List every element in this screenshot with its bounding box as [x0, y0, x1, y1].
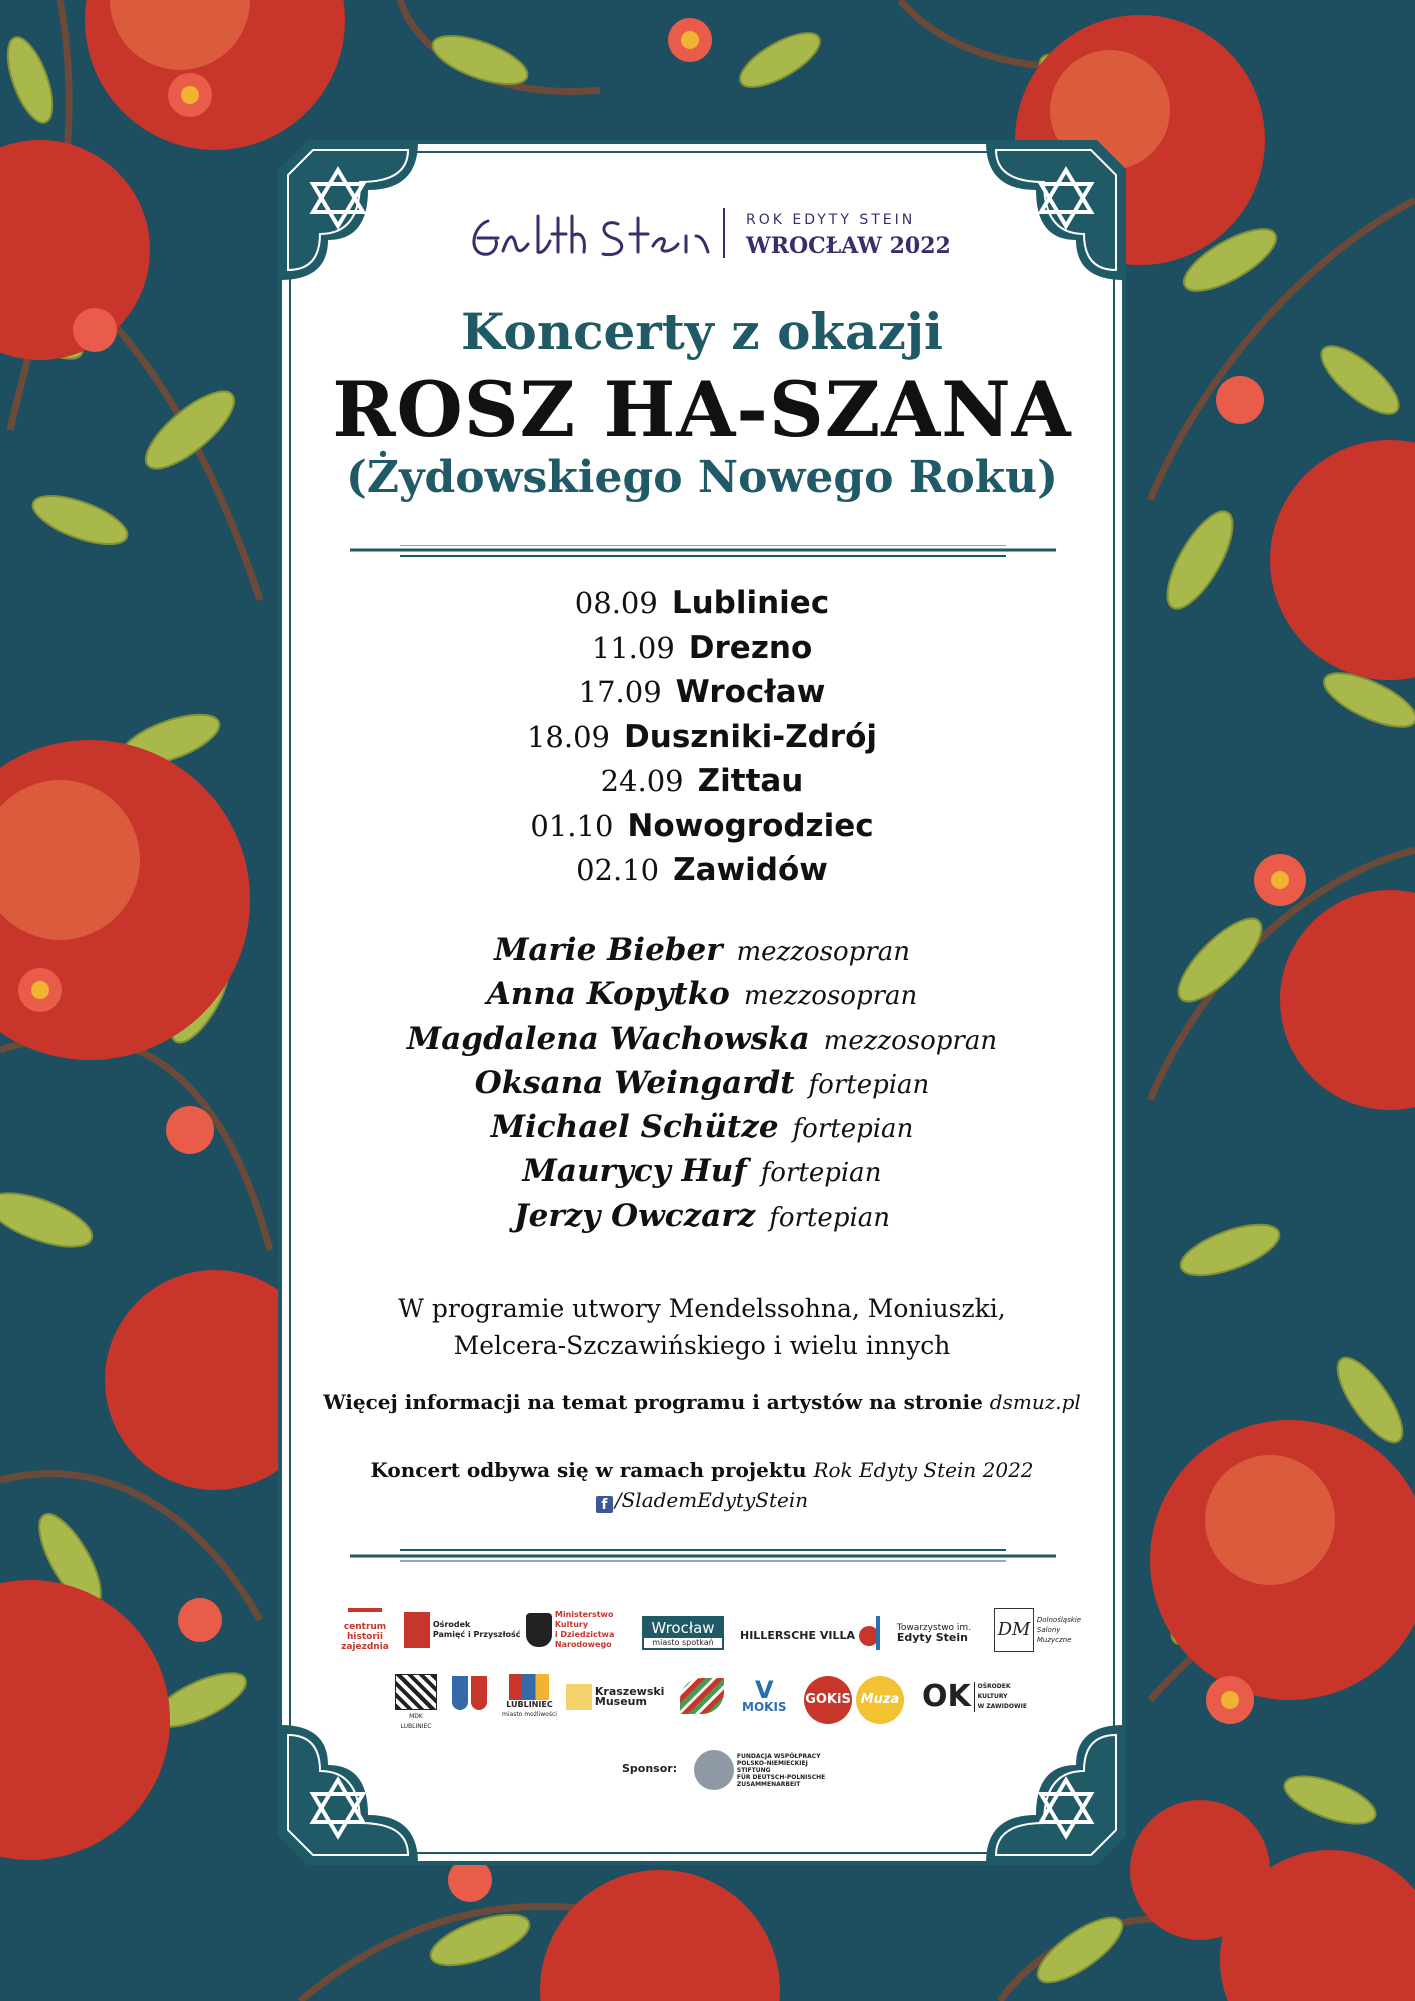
performer-instrument: fortepian — [808, 1069, 930, 1100]
coat-of-arms-logo — [452, 1676, 487, 1713]
performer-name: Jerzy Owczarz — [513, 1197, 756, 1234]
ok-zawidow-logo: OK OŚRODEK KULTURY W ZAWIDOWIE — [922, 1679, 1027, 1714]
title-subtitle: (Żydowskiego Nowego Roku) — [346, 452, 1058, 503]
mdk-lubliniec-logo: MDK LUBLINIEC — [394, 1674, 438, 1732]
performer-instrument: mezzosopran — [736, 937, 910, 967]
performers-list — [268, 932, 1136, 1242]
project-text: Koncert odbywa się w ramach projektu — [370, 1458, 807, 1482]
concert-city: Zawidów — [673, 852, 828, 888]
concert-row — [268, 719, 1136, 764]
concert-row — [268, 585, 1136, 630]
title-line-1: Koncerty z okazji — [461, 302, 943, 361]
performer-row — [268, 1153, 1136, 1197]
edith-stein-signature — [458, 206, 723, 266]
performer-name: Magdalena Wachowska — [406, 1020, 810, 1057]
performer-name: Michael Schütze — [490, 1109, 779, 1146]
facebook-icon: f — [596, 1496, 613, 1513]
more-info-text: Więcej informacji na temat programu i artystów na stronie — [323, 1390, 983, 1414]
performer-row — [268, 1198, 1136, 1242]
concert-date: 17.09 — [578, 675, 662, 709]
mokis-logo: V MOKIS — [742, 1676, 787, 1714]
concert-date: 08.09 — [574, 586, 658, 620]
rok-edyty-stein-label: ROK EDYTY STEIN — [746, 212, 916, 228]
ornament-rule-bottom — [350, 1548, 1056, 1562]
header-divider — [723, 208, 725, 258]
performer-instrument: mezzosopran — [823, 1025, 998, 1056]
more-info-line — [268, 1390, 1136, 1414]
performer-row — [268, 1109, 1136, 1153]
facebook-handle[interactable]: /SlademEdytyStein — [614, 1488, 809, 1512]
dolnoslaskie-salony-logo: DM Dolnośląskie Salony Muzyczne — [994, 1608, 1081, 1652]
osrodek-pamiec-logo: Ośrodek Pamięć i Przyszłość — [404, 1612, 521, 1648]
performer-name: Anna Kopytko — [486, 976, 730, 1013]
performer-name: Oksana Weingardt — [474, 1064, 795, 1101]
gokis-logo: GOKiS — [804, 1676, 852, 1724]
towarzystwo-edyty-stein-logo: Towarzystwo im. Edyty Stein — [876, 1616, 971, 1650]
performer-row — [268, 932, 1136, 976]
program-line-2: Melcera-Szczawińskiego i wielu innych — [453, 1331, 951, 1360]
concert-row — [268, 763, 1136, 808]
performer-instrument: fortepian — [760, 1158, 882, 1189]
centrum-historii-logo: centrum historii zajezdnia — [340, 1608, 390, 1652]
fundacja-wspolpracy-logo: FUNDACJA WSPÓŁPRACY POLSKO-NIEMIECKIEJ STIFTUNG FÜR DEUTSCH-POLNISCHE ZUSAMMENARBEIT — [694, 1750, 825, 1790]
concert-row — [268, 808, 1136, 853]
concert-city: Nowogrodziec — [627, 807, 874, 844]
poster-content — [268, 130, 1136, 1875]
wroclaw-2022-label: WROCŁAW 2022 — [746, 233, 951, 259]
concert-date: 18.09 — [526, 719, 611, 754]
sponsor-label: Sponsor: — [622, 1762, 678, 1775]
concert-city: Wrocław — [675, 674, 826, 710]
concert-city: Lubliniec — [671, 585, 830, 621]
title-main: ROSZ HA-SZANA — [332, 365, 1072, 454]
wroclaw-miasto-logo: Wrocław miasto spotkań — [642, 1616, 724, 1650]
performer-row — [268, 976, 1136, 1020]
concert-date: 11.09 — [591, 630, 675, 665]
concert-city: Duszniki-Zdrój — [624, 718, 877, 755]
performer-instrument: mezzosopran — [743, 981, 918, 1012]
concert-row — [268, 852, 1136, 897]
concert-date: 24.09 — [600, 764, 684, 798]
kraszewski-museum-logo: Kraszewski Museum — [566, 1684, 664, 1710]
concert-city: Zittau — [697, 763, 804, 799]
concert-row — [268, 674, 1136, 719]
website-link[interactable]: dsmuz.pl — [989, 1390, 1081, 1414]
performer-instrument: fortepian — [769, 1202, 891, 1233]
concert-date: 01.10 — [530, 808, 614, 843]
ministerstwo-logo: Ministerstwo Kultury i Dziedzictwa Narodowego — [526, 1610, 614, 1650]
concert-city: Drezno — [688, 629, 813, 666]
program-line-1: W programie utwory Mendelssohna, Moniuszki, — [398, 1294, 1006, 1323]
muza-logo: Muza — [856, 1676, 904, 1724]
project-info — [268, 1455, 1136, 1515]
performer-instrument: fortepian — [792, 1114, 914, 1145]
ornament-rule-top — [350, 545, 1056, 559]
project-name: Rok Edyty Stein 2022 — [813, 1458, 1034, 1482]
program-description — [268, 1290, 1136, 1364]
performer-row — [268, 1065, 1136, 1109]
performer-name: Maurycy Huf — [522, 1153, 747, 1190]
performer-row — [268, 1021, 1136, 1065]
hillersche-villa-logo: HILLERSCHE VILLA — [740, 1626, 879, 1646]
striped-leaf-logo — [680, 1678, 724, 1714]
concert-dates-list — [268, 585, 1136, 897]
concert-row — [268, 630, 1136, 675]
lubliniec-miasto-logo: LUBLINIEC miasto możliwości — [502, 1674, 557, 1720]
concert-date: 02.10 — [576, 853, 660, 887]
performer-name: Marie Bieber — [494, 932, 723, 968]
